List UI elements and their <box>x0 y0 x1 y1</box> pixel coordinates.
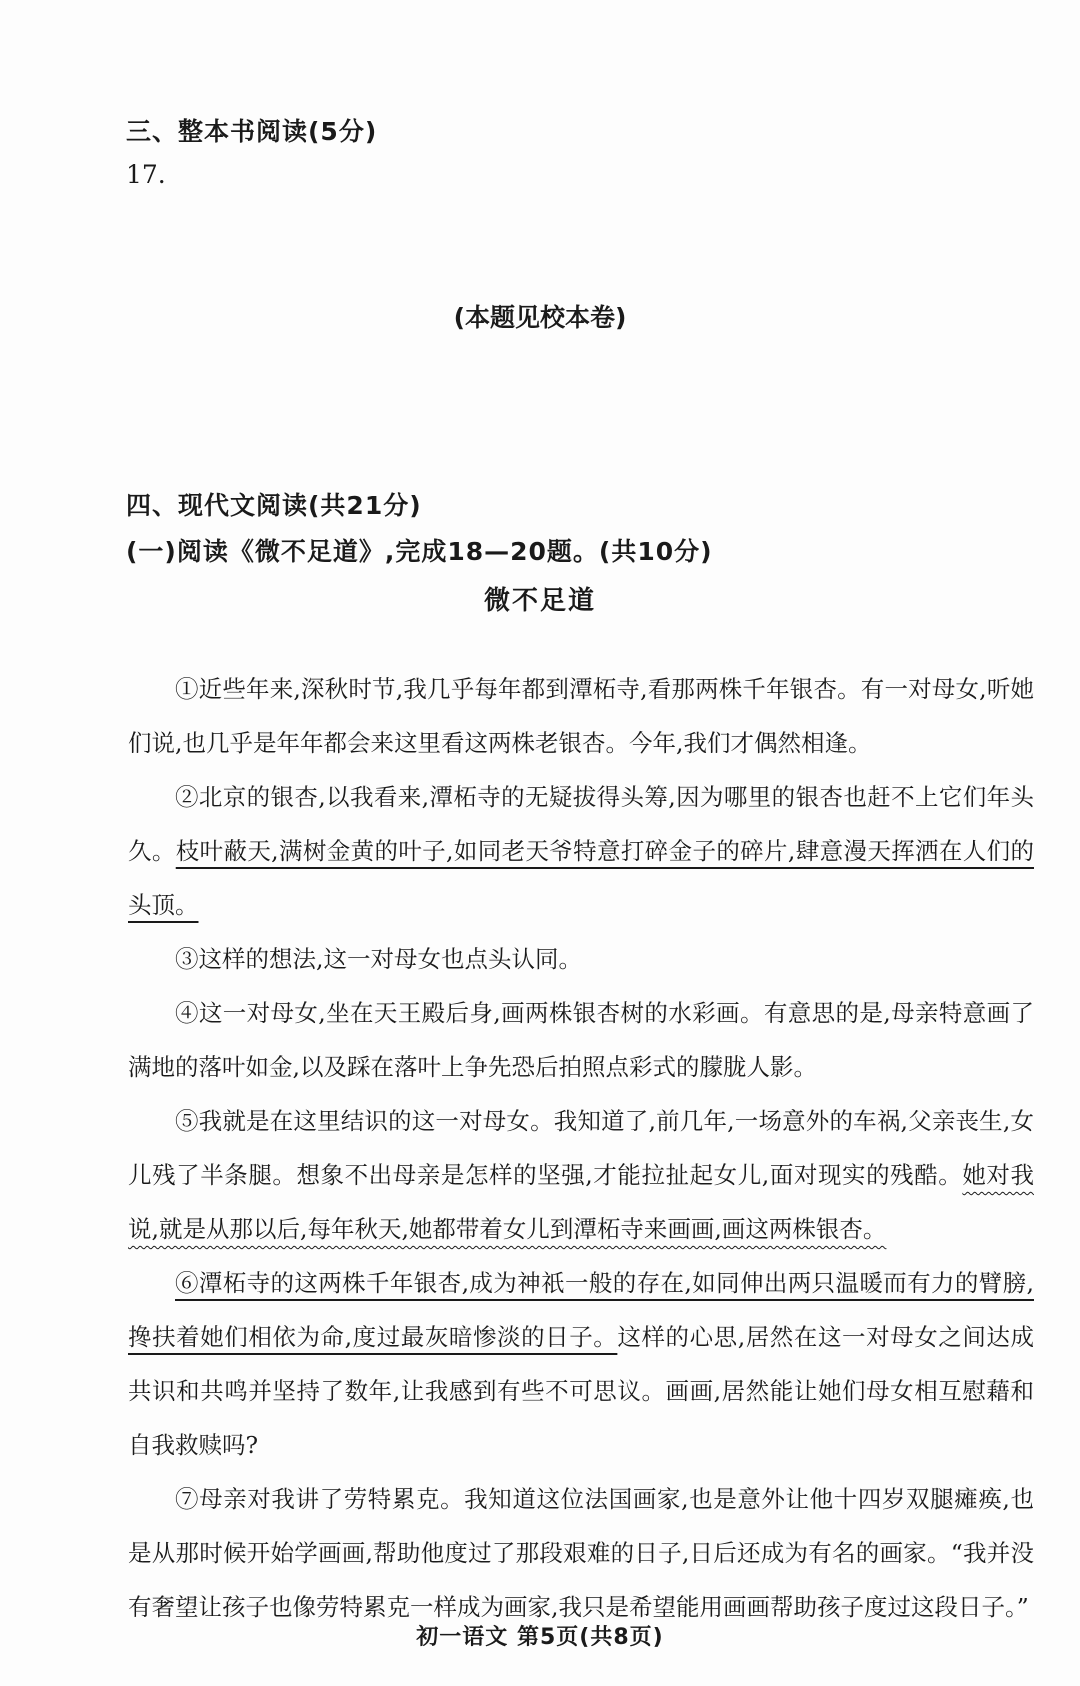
section-4-sub-heading: (一)阅读《微不足道》,完成18—20题。(共10分) <box>126 537 713 566</box>
paragraph-6 <box>128 1256 1034 1472</box>
paragraph-6-underlined-sentence: ⑥潭柘寺的这两株千年银杏,成为神祇一般的存在,如同伸出两只温暖而有力的臂膀,搀扶着她们相依为命,度过最灰暗惨淡的日子。 <box>128 1269 1034 1351</box>
paragraph-5-text: ⑤我就是在这里结识的这一对母女。我知道了,前几年,一场意外的车祸,父亲丧生,女儿残了半条腿。想象不出母亲是怎样的坚强,才能拉扯起女儿,面对现实的残酷。 <box>128 1107 1034 1189</box>
paragraph-5-wavy-underlined-sentence: 她对我说,就是从那以后,每年秋天,她都带着女儿到潭柘寺来画画,画这两株银杏。 <box>128 1161 1034 1243</box>
paragraph-1: ①近些年来,深秋时节,我几乎每年都到潭柘寺,看那两株千年银杏。有一对母女,听她们说,也几乎是年年都会来这里看这两株老银杏。今年,我们才偶然相逢。 <box>128 675 1034 757</box>
paragraph-4: ④这一对母女,坐在天王殿后身,画两株银杏树的水彩画。有意思的是,母亲特意画了满地的落叶如金,以及踩在落叶上争先恐后拍照点彩式的朦胧人影。 <box>128 999 1034 1081</box>
section-4-heading: 四、现代文阅读(共21分) <box>126 491 422 520</box>
page-footer: 初一语文 第5页(共8页) <box>416 1625 664 1650</box>
paragraph-5 <box>128 1094 1034 1256</box>
see-school-paper-notice: (本题见校本卷) <box>453 303 627 332</box>
passage-title: 微不足道 <box>483 586 596 616</box>
passage-body <box>128 662 1034 1634</box>
paragraph-7: ⑦母亲对我讲了劳特累克。我知道这位法国画家,也是意外让他十四岁双腿瘫痪,也是从那时候开始学画画,帮助他度过了那段艰难的日子,日后还成为有名的画家。“我并没有奢望让孩子也像劳特累克一样成为画家,我只是希望能用画画帮助孩子度过这段日子。” <box>128 1485 1034 1621</box>
paragraph-3: ③这样的想法,这一对母女也点头认同。 <box>175 945 582 973</box>
question-17-number: 17. <box>126 160 166 189</box>
paragraph-2 <box>128 770 1034 932</box>
paragraph-2-text: ②北京的银杏,以我看来,潭柘寺的无疑拔得头筹,因为哪里的银杏也赶不上它们年头久。 <box>128 783 1034 865</box>
paragraph-2-underlined-sentence: 枝叶蔽天,满树金黄的叶子,如同老天爷特意打碎金子的碎片,肆意漫天挥洒在人们的头顶。 <box>128 837 1034 919</box>
paragraph-6-text: 这样的心思,居然在这一对母女之间达成共识和共鸣并坚持了数年,让我感到有些不可思议。画画,居然能让她们母女相互慰藉和自我救赎吗? <box>128 1323 1034 1459</box>
section-3-heading: 三、整本书阅读(5分) <box>126 117 378 146</box>
